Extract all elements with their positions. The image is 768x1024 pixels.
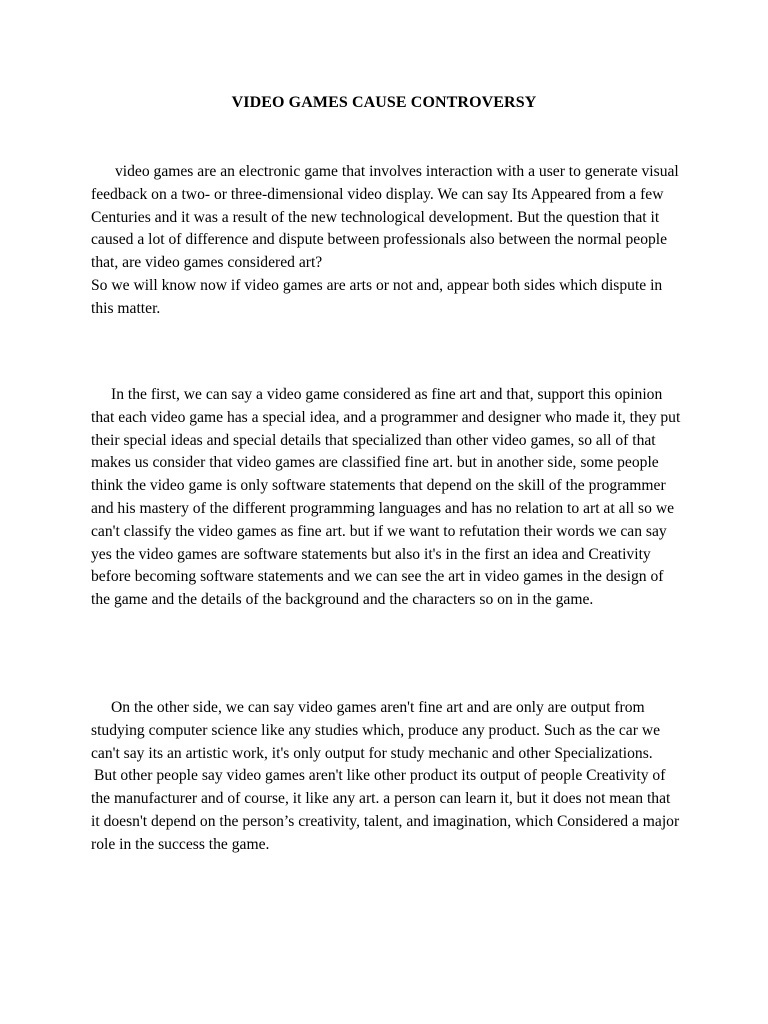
paragraph-counter-argument bbox=[91, 697, 681, 857]
paragraph-introduction bbox=[91, 161, 681, 321]
paragraph-text: But other people say video games aren't like other product its output of people Creativity of the manufacturer and of course, it like any art. a person can learn it, but it does not mean that it doesn't depend on the person’s creativity, talent, and imagination, which Considered a major role in the success the game. bbox=[91, 767, 680, 853]
paragraph-text: On the other side, we can say video games aren't fine art and are only are output from studying computer science like any studies which, produce any product. Such as the car we can't say its an artistic work, it's only output for study mechanic and other Specializations. bbox=[91, 699, 661, 762]
paragraph-fine-art-argument bbox=[91, 384, 681, 612]
paragraph-text: So we will know now if video games are arts or not and, appear both sides which dispute in this matter. bbox=[91, 276, 663, 317]
document-title: VIDEO GAMES CAUSE CONTROVERSY bbox=[231, 94, 537, 111]
paragraph-text: In the first, we can say a video game considered as fine art and that, support this opinion that each video game has a special idea, and a programmer and designer who made it, they put their special ideas and special details that specialized than other video games, so all of that makes us consider that video games are classified fine art. but in another side, some people think the video game is only software statements that depend on the skill of the programmer and his mastery of the different programming languages and has no relation to art at all so we can't classify the video games as fine art. but if we want to refutation their words we can say yes the video games are software statements but also it's in the first an idea and Creativity before becoming software statements and we can see the art in video games in the design of the game and the details of the background and the characters so on in the game. bbox=[91, 386, 681, 609]
paragraph-text: video games are an electronic game that involves interaction with a user to generate visual feedback on a two- or three-dimensional video display. We can say Its Appeared from a few Centuries and it was a result of the new technological development. But the question that it caused a lot of difference and dispute between professionals also between the normal people that, are video games considered art? bbox=[91, 163, 679, 272]
